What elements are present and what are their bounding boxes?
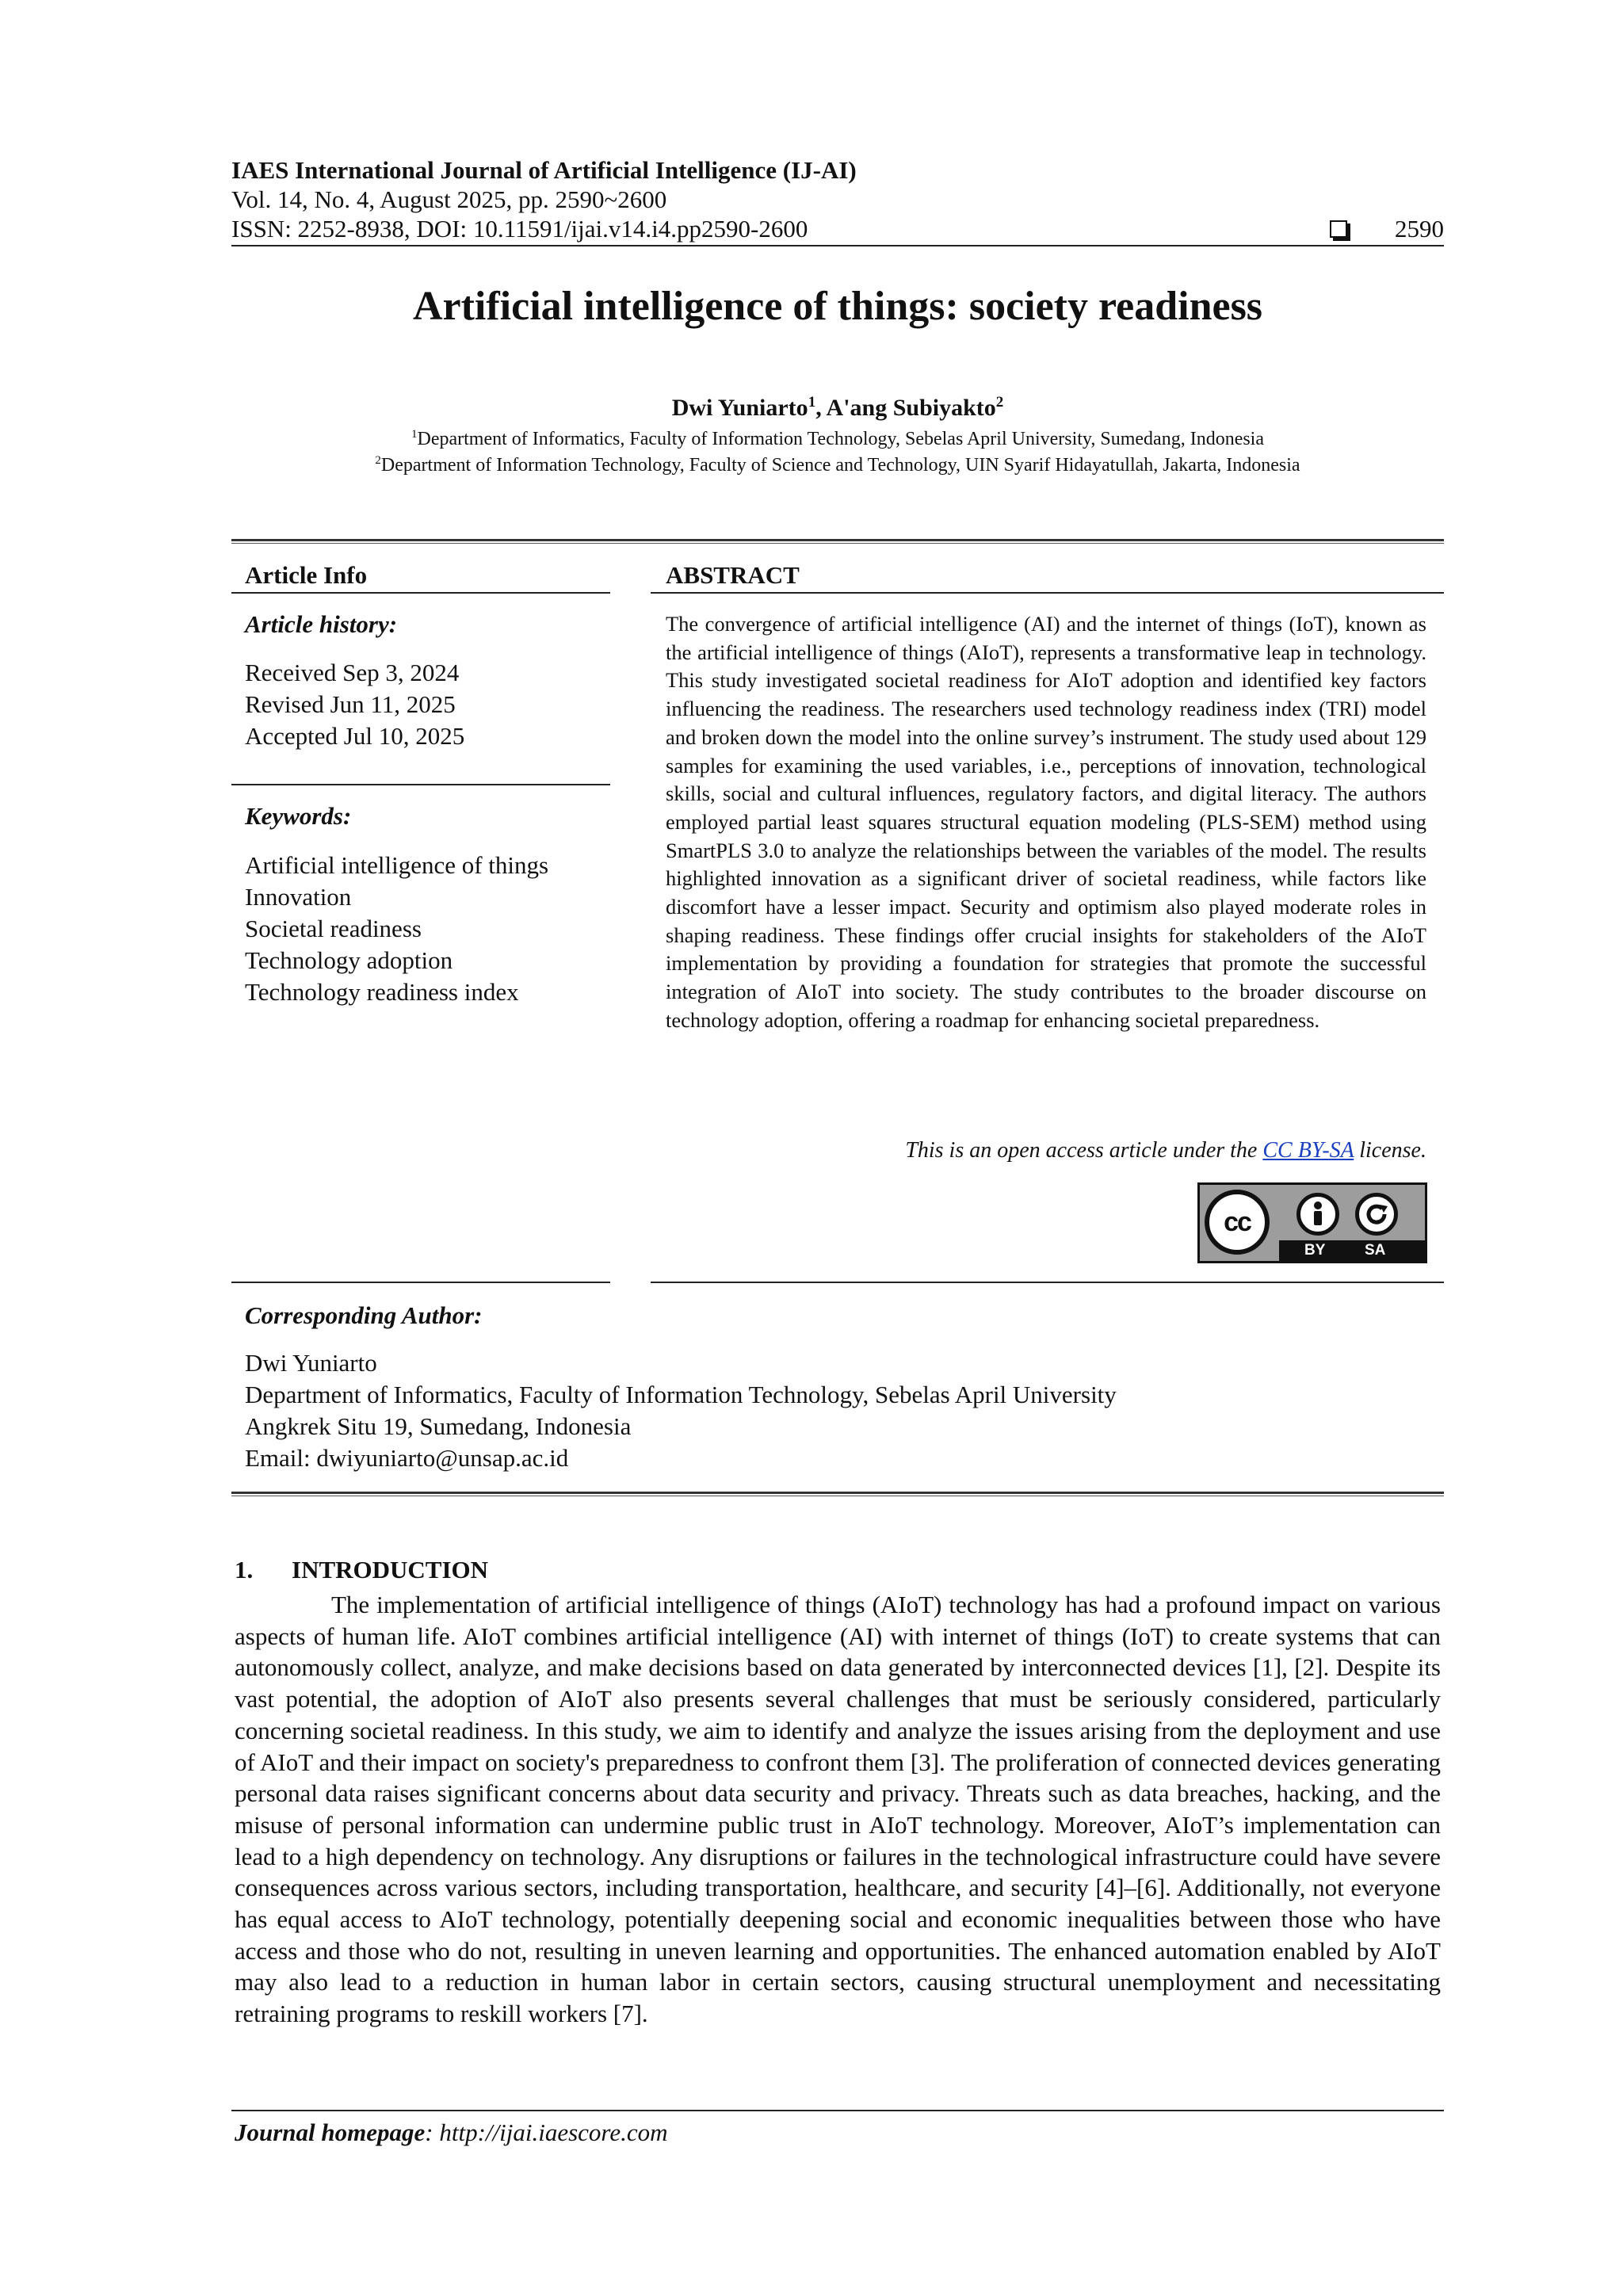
badge-sa-label: SA xyxy=(1365,1242,1386,1259)
keyword-item: Innovation xyxy=(245,883,352,911)
article-info-rule xyxy=(231,592,610,594)
journal-footer xyxy=(235,2118,667,2147)
cc-by-sa-badge[interactable] xyxy=(1197,1182,1427,1263)
badge-by-label: BY xyxy=(1304,1242,1326,1259)
corresponding-email: Email: dwiyuniarto@unsap.ac.id xyxy=(245,1444,569,1472)
keyword-item: Artificial intelligence of things xyxy=(245,851,549,879)
affiliation-marker: 2 xyxy=(995,394,1004,411)
abstract-bottom-rule xyxy=(651,1282,1444,1283)
header-rule xyxy=(231,245,1444,246)
section-rule-top xyxy=(231,539,1444,544)
keyword-list xyxy=(245,850,548,1008)
article-history xyxy=(245,657,464,752)
license-link[interactable]: CC BY-SA xyxy=(1262,1138,1354,1163)
abstract-heading: ABSTRACT xyxy=(666,561,800,589)
keyword-item: Societal readiness xyxy=(245,915,422,942)
footer-rule xyxy=(231,2110,1444,2111)
affiliation-text: Department of Informatics, Faculty of Information Technology, Sebelas April University, Sumedang, Indonesia xyxy=(417,429,1264,449)
history-rule xyxy=(231,784,610,785)
footer-label: Journal homepage xyxy=(235,2118,426,2146)
author-name: Dwi Yuniarto xyxy=(671,395,808,421)
author-name: A'ang Subiyakto xyxy=(826,395,996,421)
open-access-text: This is an open access article under the xyxy=(905,1138,1263,1163)
corresponding-name: Dwi Yuniarto xyxy=(245,1349,377,1377)
keywords-label: Keywords: xyxy=(245,802,352,830)
square-bullet-icon xyxy=(1330,220,1347,238)
section-number: 1. xyxy=(235,1556,254,1584)
journal-name: IAES International Journal of Artificial Intelligence (IJ-AI) xyxy=(231,156,857,184)
affiliation-2 xyxy=(231,454,1444,476)
article-info-heading: Article Info xyxy=(245,561,368,589)
open-access-text: license. xyxy=(1354,1138,1426,1163)
info-bottom-rule xyxy=(231,1282,610,1283)
author-list xyxy=(231,394,1444,422)
journal-homepage-url[interactable]: : http://ijai.iaescore.com xyxy=(425,2118,668,2146)
section-title: INTRODUCTION xyxy=(292,1556,489,1584)
section-heading xyxy=(235,1556,488,1584)
keyword-item: Technology adoption xyxy=(245,946,453,974)
affiliation-marker: 2 xyxy=(375,454,381,467)
volume-info: Vol. 14, No. 4, August 2025, pp. 2590~2600 xyxy=(231,185,667,213)
abstract-rule xyxy=(651,592,1444,594)
section-rule-bottom xyxy=(231,1492,1444,1496)
affiliation-marker: 1 xyxy=(411,428,418,441)
badge-label-bar xyxy=(1279,1240,1425,1261)
affiliation-marker: 1 xyxy=(808,394,816,411)
issn-doi: ISSN: 2252-8938, DOI: 10.11591/ijai.v14.i4.pp2590-2600 xyxy=(231,215,808,243)
journal-header xyxy=(231,155,1444,243)
accepted-date: Accepted Jul 10, 2025 xyxy=(245,722,465,750)
author-separator: , xyxy=(815,395,827,421)
corresponding-department: Department of Informatics, Faculty of Information Technology, Sebelas April University xyxy=(245,1381,1117,1408)
corresponding-author-block xyxy=(245,1347,1117,1474)
open-access-notice xyxy=(666,1138,1426,1163)
share-alike-icon xyxy=(1355,1193,1398,1236)
paper-title: Artificial intelligence of things: society readiness xyxy=(412,284,1263,329)
page-number: 2590 xyxy=(1395,215,1444,243)
cc-logo-icon: cc xyxy=(1205,1190,1270,1255)
affiliation-text: Department of Information Technology, Faculty of Science and Technology, UIN Syarif Hidayatullah, Jakarta, Indonesia xyxy=(380,455,1300,476)
corresponding-address: Angkrek Situ 19, Sumedang, Indonesia xyxy=(245,1412,632,1440)
received-date: Received Sep 3, 2024 xyxy=(245,659,460,686)
abstract-text: The convergence of artificial intelligence (AI) and the internet of things (IoT), known as the artificial intelligence of things (AIoT), represents a transformative leap in technology. This study investigated societal readiness for AIoT adoption and identified key factors influencing the readiness. The researchers used technology readiness index (TRI) model and broken down the model into the online survey’s instrument. The study used about 129 samples for examining the used variables, i.e., perceptions of innovation, technological skills, social and cultural influences, regulatory factors, and digital literacy. The authors employed partial least squares structural equation modeling (PLS-SEM) method using SmartPLS 3.0 to analyze the relationships between the variables of the model. The results highlighted innovation as a significant driver of societal readiness, while factors like discomfort have a lesser impact. Security and optimism also played moderate roles in shaping readiness. These findings offer crucial insights for stakeholders of the AIoT implementation by providing a foundation for strategies that promote the successful integration of AIoT into society. The study contributes to the broader discourse on technology adoption, offering a roadmap for enhancing societal preparedness. xyxy=(666,612,1426,1032)
affiliation-1 xyxy=(231,428,1444,450)
introduction-paragraph: The implementation of artificial intelligence of things (AIoT) technology has had a profound impact on various aspects of human life. AIoT combines artificial intelligence (AI) with internet of things (IoT) to create systems that can autonomously collect, analyze, and make decisions based on data generated by interconnected devices [1], [2]. Despite its vast potential, the adoption of AIoT also presents several challenges that must be seriously considered, particularly concerning societal readiness. In this study, we aim to identify and analyze the issues arising from the deployment and use of AIoT and their impact on society's preparedness to confront them [3]. The proliferation of connected devices generating personal data raises significant concerns about data security and privacy. Threats such as data breaches, hacking, and the misuse of personal information can undermine public trust in AIoT technology. Moreover, AIoT’s implementation can lead to a high dependency on technology. Any disruptions or failures in the technological infrastructure could have severe consequences across various sectors, including transportation, healthcare, and security [4]–[6]. Additionally, not everyone has equal access to AIoT technology, potentially deepening social and economic inequalities between those who have access and those who do not, resulting in uneven learning and opportunities. The enhanced automation enabled by AIoT may also lead to a reduction in human labor in certain sectors, causing structural unemployment and necessitating retraining programs to reskill workers [7]. xyxy=(235,1591,1441,2028)
revised-date: Revised Jun 11, 2025 xyxy=(245,690,456,718)
corresponding-author-label: Corresponding Author: xyxy=(245,1301,483,1329)
article-history-label: Article history: xyxy=(245,610,398,638)
attribution-icon xyxy=(1296,1193,1339,1236)
keyword-item: Technology readiness index xyxy=(245,978,519,1006)
